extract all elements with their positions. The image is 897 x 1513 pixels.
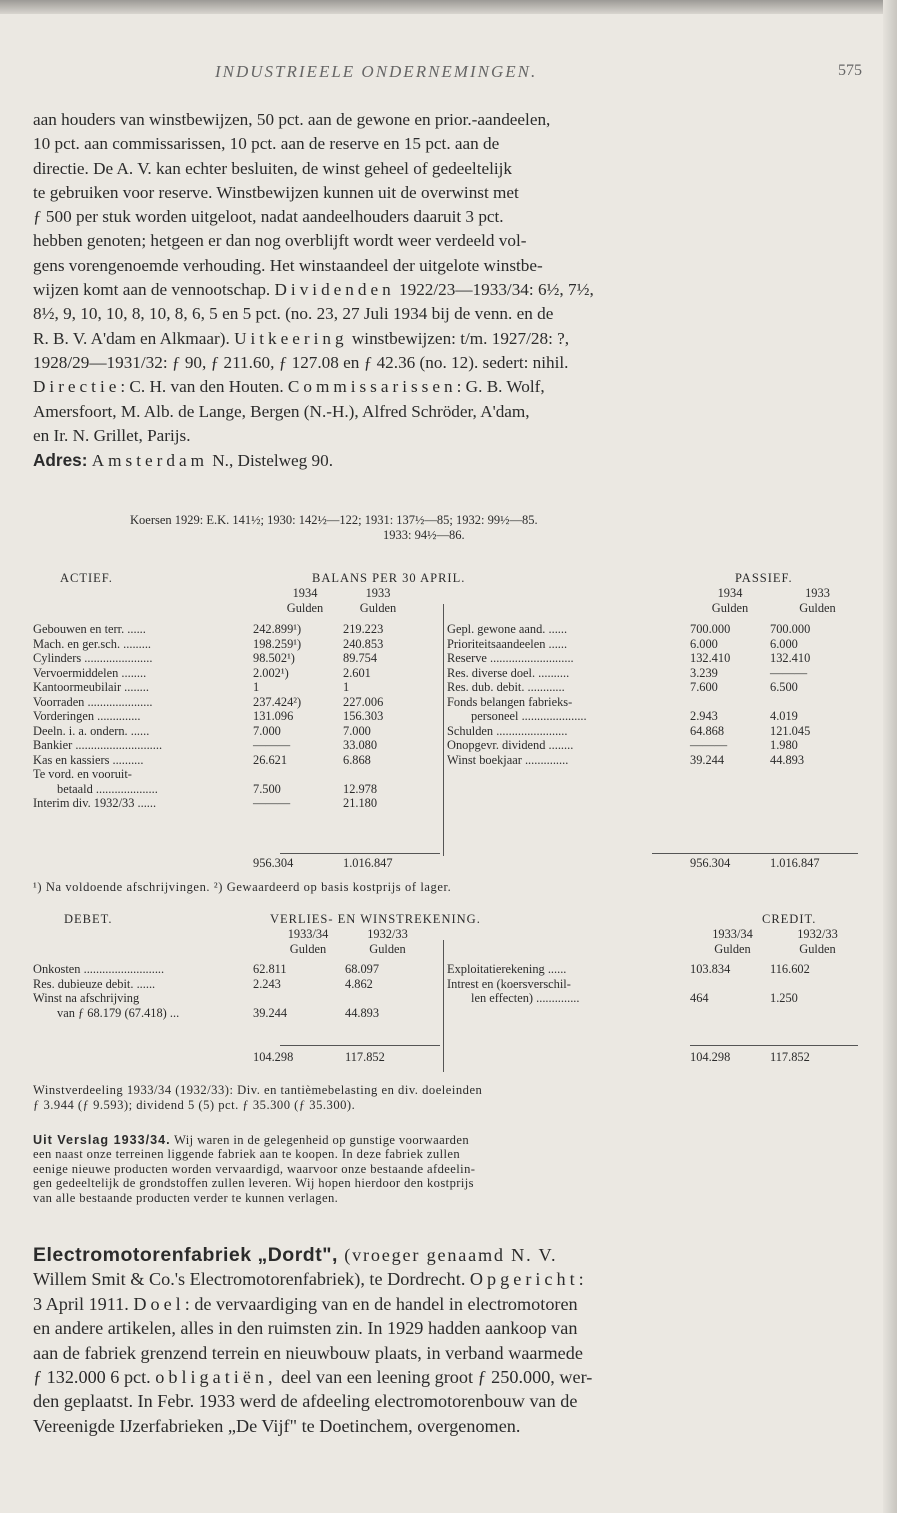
text-line: Electromotorenfabriek „Dordt", (vroeger genaamd N. V. xyxy=(33,1244,558,1266)
verlies-cell: 44.893 xyxy=(345,1005,380,1020)
balans-cell: 12.978 xyxy=(343,781,378,796)
debet-header: DEBET. xyxy=(64,912,113,926)
verlies-cell xyxy=(345,991,430,1006)
balans-cell: 26.621 xyxy=(253,752,288,767)
text-line: ƒ 132.000 6 pct. obligatiën, deel van een leening groot ƒ 250.000, wer- xyxy=(33,1367,593,1388)
koersen-line: Koersen 1929: E.K. 141½; 1930: 142½—122; 1931: 137½—85; 1932: 99½—85. xyxy=(130,513,538,527)
col-head-1933: 1933 Gulden xyxy=(359,586,397,615)
col-head-1933-passief: 1933 Gulden xyxy=(799,586,836,615)
text-line: gen gedeeltelijk de grondstoffen zullen leveren. Wij hopen hierdoor den kostprijs xyxy=(33,1176,474,1191)
balans-cell: 198.259¹) xyxy=(253,636,302,651)
dividend-label: Dividenden xyxy=(274,280,395,300)
balans-row-label: Bankier ............................ xyxy=(33,738,163,752)
scan-right-edge xyxy=(883,0,897,1513)
balans-cell: ——— xyxy=(770,665,808,680)
verlies-row-label: Onkosten .......................... xyxy=(33,962,165,976)
running-header: INDUSTRIEELE ONDERNEMINGEN. xyxy=(215,62,538,81)
balans-cell: 219.223 xyxy=(343,622,384,636)
balans-cell: 156.303 xyxy=(343,709,384,723)
footnotes: ¹) Na voldoende afschrijvingen. ²) Gewaardeerd op basis kostprijs of lager. xyxy=(33,880,452,894)
verlies-row-label: van ƒ 68.179 (67.418) ... xyxy=(57,1005,180,1020)
balans-row-label: Gebouwen en terr. ...... xyxy=(33,622,146,636)
balans-cell: 7.000 xyxy=(253,723,281,738)
passief-labels xyxy=(447,622,687,767)
text-line: directie. De A. V. kan echter besluiten, de winst geheel of gedeeltelijk xyxy=(33,158,513,178)
debet-1933-34-values xyxy=(253,962,336,1020)
balans-cell: ——— xyxy=(253,796,291,810)
directie-label: Directie xyxy=(33,377,121,397)
balans-row-label: Mach. en ger.sch. ......... xyxy=(33,636,152,651)
passief-1933-values xyxy=(770,622,855,767)
balans-divider xyxy=(443,604,444,856)
balans-row-label: Kas en kassiers .......... xyxy=(33,752,144,767)
balans-cell: 131.096 xyxy=(253,709,294,723)
balans-row-label: Fonds belangen fabrieks- xyxy=(447,694,573,709)
verlies-cell xyxy=(690,977,762,992)
credit-1933-34-values xyxy=(690,962,762,1006)
balans-cell: 237.424²) xyxy=(253,694,302,709)
text-line: gens vorengenoemde verhouding. Het winstaandeel der uitgelote winstbe- xyxy=(33,255,543,275)
balans-cell: 240.853 xyxy=(343,636,384,651)
balans-cell: 7.600 xyxy=(690,680,718,694)
verlies-row-label: Intrest en (koersverschil- xyxy=(447,976,571,991)
balans-row-label: Schulden ....................... xyxy=(447,723,568,738)
adres-city: Amsterdam xyxy=(91,451,208,471)
balans-cell: 98.502¹) xyxy=(253,651,295,665)
adres-label: Adres: xyxy=(33,450,88,471)
text-line: 3 April 1911. Doel: de vervaardiging van en de handel in electromotoren xyxy=(33,1293,578,1314)
balans-cell: 39.244 xyxy=(690,752,725,767)
balans-cell: 7.500 xyxy=(253,781,281,796)
balans-cell: 2.943 xyxy=(690,709,718,723)
balans-cell: 132.410 xyxy=(690,651,731,665)
verlies-cell: 39.244 xyxy=(253,1005,288,1020)
credit-labels xyxy=(447,962,687,1006)
uit-verslag xyxy=(33,1133,475,1205)
debet-total-2: 117.852 xyxy=(345,1050,385,1064)
text-line: een naast onze terreinen liggende fabriek aan te koopen. In deze fabriek zullen xyxy=(33,1147,461,1162)
balans-cell xyxy=(343,767,428,782)
balans-row-label: Vorderingen .............. xyxy=(33,709,141,723)
balans-row-label: Onopgevr. dividend ........ xyxy=(447,738,574,752)
doel-label: Doel xyxy=(133,1293,185,1314)
balans-row-label: Cylinders ...................... xyxy=(33,651,153,665)
debet-1932-33-values xyxy=(345,962,430,1020)
balans-cell: 7.000 xyxy=(343,723,371,738)
scan-top-edge xyxy=(0,0,897,14)
col-head-credit-1: 1933/34 Gulden xyxy=(712,927,753,956)
balans-row-label: Res. diverse doel. .......... xyxy=(447,665,570,680)
winstverdeeling xyxy=(33,1083,482,1112)
balans-cell: 6.868 xyxy=(343,752,371,767)
text-line: 8½, 9, 10, 10, 8, 10, 8, 6, 5 en 5 pct. (no. 23, 27 Juli 1934 bij de venn. en de xyxy=(33,304,554,324)
verlies-cell: 2.243 xyxy=(253,976,281,991)
verlies-divider xyxy=(443,940,444,1072)
actief-1933-values xyxy=(343,622,428,811)
obligatien-label: obligatiën, xyxy=(155,1367,277,1388)
balans-cell: 6.000 xyxy=(690,636,718,651)
balans-cell: 64.868 xyxy=(690,723,725,738)
balans-row-label: Deeln. i. a. ondern. ...... xyxy=(33,723,150,738)
verlies-cell: 62.811 xyxy=(253,962,287,976)
credit-total-rule xyxy=(690,1045,858,1046)
balans-cell: 121.045 xyxy=(770,723,811,738)
passief-1934-values xyxy=(690,622,762,767)
verlies-cell xyxy=(253,991,336,1006)
verlies-cell: 4.862 xyxy=(345,976,373,991)
passief-total-1934: 956.304 xyxy=(690,856,731,870)
verlies-cell: 464 xyxy=(690,991,709,1005)
credit-total-2: 117.852 xyxy=(770,1050,810,1064)
balans-row-label: Winst boekjaar .............. xyxy=(447,752,569,767)
verlies-row-label: Winst na afschrijving xyxy=(33,991,140,1005)
text-line: aan houders van winstbewijzen, 50 pct. aan de gewone en prior.-aandeelen, xyxy=(33,110,551,129)
text-line: Amersfoort, M. Alb. de Lange, Bergen (N.-H.), Alfred Schröder, A'dam, xyxy=(33,401,530,421)
balans-cell: 1 xyxy=(253,680,260,694)
company-name: Electromotorenfabriek „Dordt", xyxy=(33,1244,338,1266)
text-line: Willem Smit & Co.'s Electromotorenfabriek), te Dordrecht. Opgericht: xyxy=(33,1269,588,1290)
balans-cell: 44.893 xyxy=(770,752,805,767)
text-line: ƒ 500 per stuk worden uitgeloot, nadat aandeelhouders daaruit 3 pct. xyxy=(33,207,504,227)
debet-total-1: 104.298 xyxy=(253,1050,294,1064)
balans-row-label: Kantoormeubilair ........ xyxy=(33,680,149,694)
verlies-cell: 103.834 xyxy=(690,962,731,976)
balans-cell: 6.500 xyxy=(770,680,798,694)
balans-cell: 89.754 xyxy=(343,651,378,665)
balans-cell xyxy=(690,695,762,710)
text-line: en Ir. N. Grillet, Parijs. xyxy=(33,425,191,445)
verlies-row-label: Exploitatierekening ...... xyxy=(447,962,567,976)
col-head-1934-passief: 1934 Gulden xyxy=(711,586,749,615)
verlies-row-label: Res. dubieuze debit. ...... xyxy=(33,976,156,991)
balans-cell: 1 xyxy=(343,680,350,694)
actief-total-rule xyxy=(280,853,440,854)
balans-cell: ——— xyxy=(690,738,728,752)
text-line: aan de fabriek grenzend terrein en nieuwbouw plaats, in verband waarmede xyxy=(33,1342,583,1363)
balans-cell: 33.080 xyxy=(343,738,378,752)
credit-total-1: 104.298 xyxy=(690,1050,731,1064)
balans-row-label: Te vord. en vooruit- xyxy=(33,767,132,781)
adres-line: Adres: Amsterdam N., Distelweg 90. xyxy=(33,450,334,471)
balans-row-label: betaald .................... xyxy=(57,781,158,796)
balans-row-label: Vervoermiddelen ........ xyxy=(33,665,147,680)
balans-row-label: personeel ..................... xyxy=(471,709,587,723)
balans-row-label: Reserve ........................... xyxy=(447,651,574,665)
balans-row-label: Voorraden ..................... xyxy=(33,694,153,709)
actief-1934-values xyxy=(253,622,336,811)
col-head-credit-2: 1932/33 Gulden xyxy=(797,927,838,956)
text-line: R. B. V. A'dam en Alkmaar). Uitkeering winstbewijzen: t/m. 1927/28: ?, xyxy=(33,328,570,348)
text-line: Directie: C. H. van den Houten. Commissarissen: G. B. Wolf, xyxy=(33,377,545,397)
balans-cell: ——— xyxy=(253,738,291,752)
verlies-row-label: len effecten) .............. xyxy=(471,991,580,1005)
balans-row-label: Prioriteitsaandeelen ...... xyxy=(447,636,568,651)
balans-cell xyxy=(770,695,855,710)
verlies-cell xyxy=(770,977,855,992)
uitkeering-label: Uitkeering xyxy=(234,328,348,348)
col-head-debet-2: 1932/33 Gulden xyxy=(367,927,408,956)
balans-cell: 3.239 xyxy=(690,665,718,680)
balans-row-label: Res. dub. debit. ............ xyxy=(447,680,565,694)
commissarissen-label: Commissarissen xyxy=(287,377,457,397)
text-line: eenige nieuwe producten worden vervaardigd, waarvoor onze bestaande afdeelin- xyxy=(33,1161,476,1176)
balans-cell: 227.006 xyxy=(343,694,384,709)
text-line: 10 pct. aan commissarissen, 10 pct. aan de reserve en 15 pct. aan de xyxy=(33,134,500,154)
balans-cell: 2.601 xyxy=(343,665,371,680)
balans-title: BALANS PER 30 APRIL. xyxy=(312,571,466,585)
balans-cell: 1.980 xyxy=(770,738,798,752)
verlies-cell: 68.097 xyxy=(345,962,380,976)
actief-total-1933: 1.016.847 xyxy=(343,856,393,870)
text-line: van alle bestaande producten verder te kunnen verlagen. xyxy=(33,1190,339,1205)
balans-cell: 4.019 xyxy=(770,709,798,723)
koersen-line: 1933: 94½—86. xyxy=(383,528,465,542)
balans-cell: 242.899¹) xyxy=(253,622,302,636)
text-line: Winstverdeeling 1933/34 (1932/33): Div. en tantièmebelasting en div. doeleinden xyxy=(33,1083,483,1097)
dordt-entry xyxy=(33,1243,592,1438)
balans-cell: 132.410 xyxy=(770,651,811,665)
balans-cell: 700.000 xyxy=(770,622,811,636)
balans-row-label: Gepl. gewone aand. ...... xyxy=(447,622,568,636)
balans-cell xyxy=(253,767,336,782)
balans-row-label: Interim div. 1932/33 ...... xyxy=(33,796,157,810)
opgericht-label: Opgericht: xyxy=(469,1269,588,1290)
actief-labels xyxy=(33,622,265,811)
verlies-cell: 1.250 xyxy=(770,991,798,1005)
text-line: hebben genoten; hetgeen er dan nog overblijft wordt weer verdeeld vol- xyxy=(33,231,527,251)
text-line: en andere artikelen, alles in den ruimsten zin. In 1929 hadden aankoop van xyxy=(33,1318,578,1339)
text-line: te gebruiken voor reserve. Winstbewijzen kunnen uit de overwinst met xyxy=(33,182,519,202)
passief-header: PASSIEF. xyxy=(735,571,793,585)
page-number: 575 xyxy=(838,62,862,79)
col-head-debet-1: 1933/34 Gulden xyxy=(287,927,329,956)
col-head-1934: 1934 Gulden xyxy=(286,586,324,615)
balans-cell: 21.180 xyxy=(343,796,378,810)
balans-cell: 2.002¹) xyxy=(253,665,289,680)
intro-paragraph xyxy=(33,108,594,473)
actief-total-1934: 956.304 xyxy=(253,856,294,870)
verlies-cell: 116.602 xyxy=(770,962,810,976)
balans-cell: 6.000 xyxy=(770,636,798,651)
text-line: den geplaatst. In Febr. 1933 werd de afdeeling electromotorenbouw van de xyxy=(33,1391,578,1412)
passief-total-1933: 1.016.847 xyxy=(770,856,820,870)
debet-total-rule xyxy=(280,1045,440,1046)
text-line: Uit Verslag 1933/34. Wij waren in de gelegenheid op gunstige voorwaarden xyxy=(33,1133,470,1147)
credit-1932-33-values xyxy=(770,962,855,1006)
balans-cell: 700.000 xyxy=(690,622,731,636)
text-line: ƒ 3.944 (ƒ 9.593); dividend 5 (5) pct. ƒ 35.300 (ƒ 35.300). xyxy=(33,1097,356,1112)
debet-labels xyxy=(33,962,265,1020)
text-line: 1928/29—1931/32: ƒ 90, ƒ 211.60, ƒ 127.08 en ƒ 42.36 (no. 12). sedert: nihil. xyxy=(33,352,569,372)
text-line: Vereenigde IJzerfabrieken „De Vijf" te Doetinchem, overgenomen. xyxy=(33,1415,521,1436)
passief-total-rule xyxy=(652,853,858,854)
verlies-title: VERLIES- EN WINSTREKENING. xyxy=(270,912,481,926)
koersen-block xyxy=(130,513,538,543)
text-line: wijzen komt aan de vennootschap. Dividenden 1922/23—1933/34: 6½, 7½, xyxy=(33,280,594,300)
actief-header: ACTIEF. xyxy=(60,571,113,585)
credit-header: CREDIT. xyxy=(762,912,817,926)
verslag-label: Uit Verslag 1933/34. xyxy=(33,1133,171,1147)
